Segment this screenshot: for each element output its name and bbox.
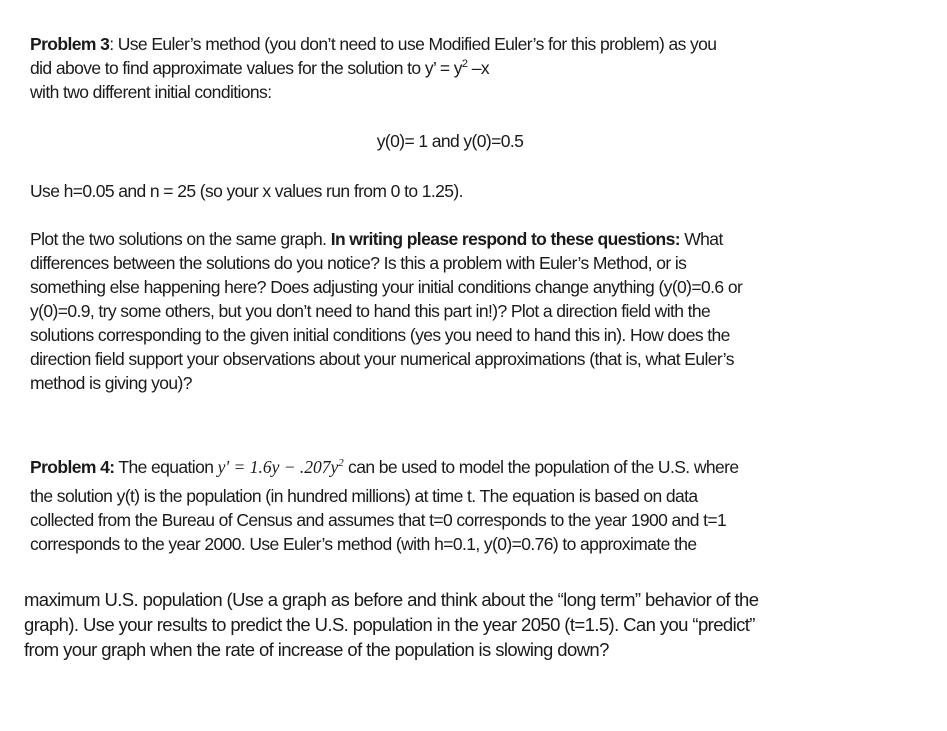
problem4-line1-rest: can be used to model the population of the U.S. where [343, 457, 739, 477]
problem4-equation-exponent: 2 [338, 457, 344, 469]
problem3-para-line1 [30, 228, 723, 251]
problem4-continuation-line: maximum U.S. population (Use a graph as before and think about the “long term” behavior of the [24, 589, 759, 610]
problem3-para-line: something else happening here? Does adjusting your initial conditions change anything (y(0)=0.6 or [30, 277, 743, 297]
problem3-para-bold: In writing please respond to these questions: [330, 229, 680, 249]
problem4-continuation-line: graph). Use your results to predict the U.S. population in the year 2050 (t=1.5). Can you “predict” [24, 614, 755, 635]
problem3-para-line: y(0)=0.9, try some others, but you don’t need to hand this part in!)? Plot a direction field with the [30, 301, 711, 321]
problem4-continuation-line: from your graph when the rate of increase of the population is slowing down? [24, 639, 609, 660]
problem4-line: collected from the Bureau of Census and assumes that t=0 corresponds to the year 1900 and t=1 [30, 510, 727, 530]
problem3-line3: with two different initial conditions: [30, 82, 272, 102]
problem4-line: the solution y(t) is the population (in hundred millions) at time t. The equation is based on data [30, 486, 698, 506]
problem3-para-line: direction field support your observations about your numerical approximations (that is, what Euler’s [30, 349, 734, 369]
problem3-equation-exponent: 2 [461, 58, 468, 70]
initial-conditions: y(0)= 1 and y(0)=0.5 [376, 131, 524, 151]
problem3-line2 [30, 57, 489, 80]
problem4-line: corresponds to the year 2000. Use Euler’s method (with h=0.1, y(0)=0.76) to approximate the [30, 534, 697, 554]
problem3-label: Problem 3 [30, 34, 110, 54]
problem3-equation-lhs: y’ = y [424, 58, 462, 78]
problem3-line1 [30, 33, 716, 56]
problem4-equation: y' = 1.6y − .207y [217, 457, 339, 477]
problem3-line2-text: did above to find approximate values for the solution to [30, 58, 425, 78]
problem4-line1-text: The equation [114, 457, 218, 477]
problem4-line1 [30, 456, 738, 479]
problem4-label: Problem 4: [30, 457, 115, 477]
problem3-para-what: What [680, 229, 723, 249]
problem3-para-line: method is giving you)? [30, 373, 192, 393]
problem3-line1-text: : Use Euler’s method (you don’t need to use Modified Euler’s for this problem) as you [109, 34, 717, 54]
problem3-equation-rhs: –x [467, 58, 489, 78]
problem3-para-intro: Plot the two solutions on the same graph. [30, 229, 331, 249]
problem3-para-line: solutions corresponding to the given initial conditions (yes you need to hand this in). How does the [30, 325, 730, 345]
problem3-para-line: differences between the solutions do you notice? Is this a problem with Euler’s Method, or is [30, 253, 687, 273]
step-size-line: Use h=0.05 and n = 25 (so your x values run from 0 to 1.25). [30, 181, 463, 201]
